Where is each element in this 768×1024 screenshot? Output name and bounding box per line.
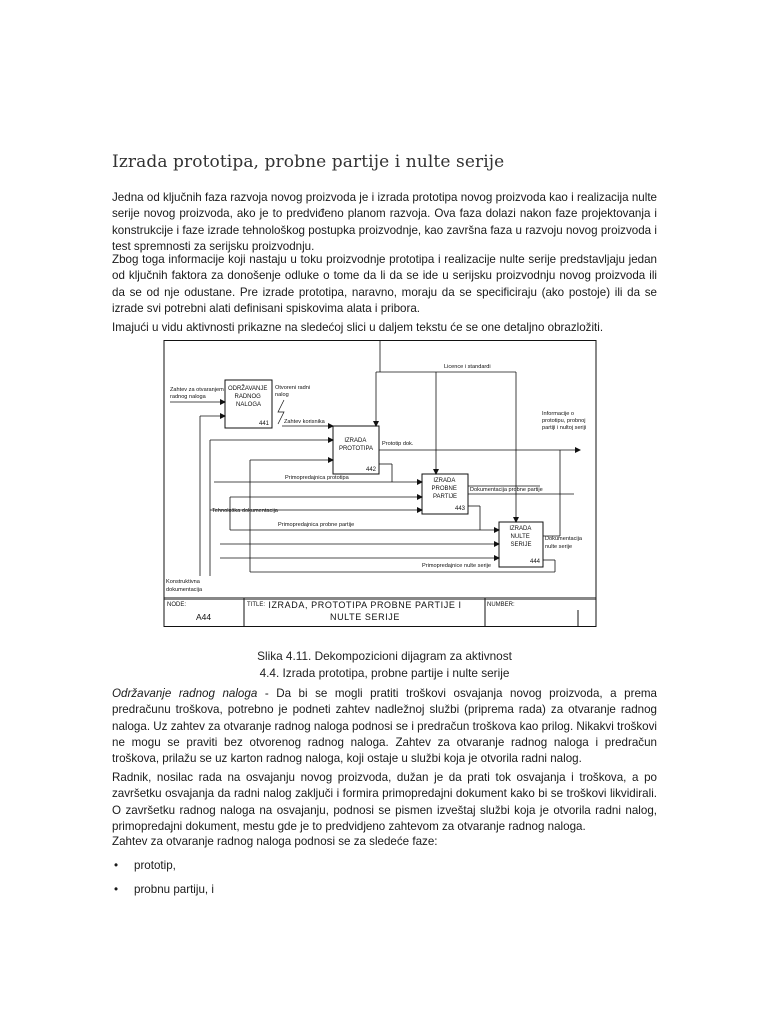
box-443-label: IZRADA PROBNE PARTIJE — [431, 478, 458, 500]
label-primopredajnica-prototipa: Primopredajnica prototipa — [285, 475, 349, 481]
paragraph-odrzavanje — [112, 686, 657, 767]
paragraph-information: Zbog toga informacije koji nastaju u toku proizvodnje prototipa i realizacije nulte serije predstavljaju jedan od ključnih faktora za donošenje odluke o tome da li da se ide u serijsku proizvodnju novog proizvoda ili da se od nje odustane. Pre izrade prototipa, naravno, moraju da se specificiraju (ako postoje) ili da se izrade svi potrebni alati definisani spiskovima alata i pribora. — [112, 253, 657, 315]
node-value: A44 — [196, 612, 212, 622]
label-zahtev-otvaranje: Zahtev za otvaranjem radnog naloga — [170, 387, 224, 400]
idef0-diagram — [160, 340, 597, 628]
label-konstruktivna: Konstruktivna dokumentacija — [166, 579, 203, 593]
box-444-number: 444 — [529, 559, 540, 565]
paragraph-odrzavanje-body: - Da bi se mogli pratiti troškovi osvajanja novog proizvoda, a prema predračunu troškova, potrebno je podneti zahtev nadležnoj službi (priprema rada) za otvaranje radnog naloga. Uz zahtev za otvaranje radnog naloga podnosi se i predračun troškova kao prilog. Nikakvi troškovi ne mogu se praviti bez otvorenog radnog naloga. Zahtev za otvaranje radnog naloga i predračun troškova, prilažu se uz karton radnog naloga, koji ostaje u službi koja je otvorila radni nalog. — [112, 687, 657, 766]
box-444-label: IZRADA NULTE SERIJE — [509, 526, 532, 548]
box-441-label: ODRŽAVANJE RADNOG NALOGA — [227, 386, 268, 408]
label-otvoreni: Otvoreni radni nalog — [275, 385, 311, 398]
label-primopredajnice-nulte: Primopredajnice nulte serije — [422, 563, 492, 569]
paragraph-figure-intro: Imajući u vidu aktivnosti prikazne na sledećoj slici u daljem tekstu će se one detaljno obrazložiti. — [112, 321, 604, 334]
box-441-number: 441 — [258, 421, 269, 427]
caption-line-1: Slika 4.11. Dekompozicioni dijagram za aktivnost — [257, 649, 512, 663]
label-informacije: Informacije o prototipu, probnoj partiji i nultoj seriji — [542, 411, 587, 431]
box-442-label: IZRADA PROTOTIPA — [338, 438, 374, 452]
label-prototip-dok: Prototip dok. — [382, 441, 414, 447]
title-line-1: IZRADA, PROTOTIPA PROBNE PARTIJE I — [268, 600, 462, 610]
arrow-informacije — [379, 450, 580, 536]
label-licence: Licence i standardi — [444, 364, 491, 370]
label-dokumentacija-nulte: Dokumentacija nulte serije — [545, 536, 582, 550]
section-heading: Izrada prototipa, probne partije i nulte serije — [112, 152, 505, 172]
number-label: NUMBER: — [487, 602, 515, 608]
box-443-number: 443 — [454, 506, 465, 512]
list-item: • probnu partiju, i — [112, 882, 214, 898]
label-dokumentacija-probne: Dokumentacija probne partije — [470, 487, 543, 493]
phase-list — [112, 858, 214, 906]
figure-caption — [112, 648, 657, 682]
label-primopredajnica-probne: Primopredajnica probne partije — [278, 522, 355, 528]
paragraph-radnik: Radnik, nosilac rada na osvajanju novog proizvoda, dužan je da prati tok osvajanja i troškova, a po završetku osvajanja da radni nalog zaključi i formira primopredajni dokument kako bi se troškovi likvidirali. O završetku radnog naloga na osvajanju, podnosi se pismen izveštaj službi koja je otvorila radni nalog, primopredajni dokument, mestu gde je to predvidjeno zahtevom za otvaranje radnog naloga. — [112, 771, 657, 833]
paragraph-intro: Jedna od ključnih faza razvoja novog proizvoda je i izrada prototipa novog proizvoda kao i realizacija nulte serije novog proizvoda, ako je to predviđeno planom razvoja. Ova faza dolazi nakon faze projektovanja i konstrukcije i faze izrade tehnološkog postupka proizvodnje, kao završna faza u razvoju novog proizvoda i test spremnosti za serijsku proizvodnju. — [112, 191, 657, 253]
arrow-dokumentacija-probne — [230, 494, 574, 497]
paragraph-faze: Zahtev za otvaranje radnog naloga podnosi se za sledeće faze: — [112, 835, 438, 848]
label-zahtev-korisnika: Zahtev korisnika — [284, 419, 325, 425]
title-line-2: NULTE SERIJE — [329, 612, 401, 622]
node-label: NODE: — [167, 602, 187, 608]
list-item: • prototip, — [112, 858, 214, 874]
title-label: TITLE: — [247, 602, 266, 608]
label-tehnoloska: Tehnološka dokumentacija — [212, 508, 278, 514]
term-odrzavanje: Održavanje radnog naloga — [112, 687, 258, 700]
caption-line-2: 4.4. Izrada prototipa, probne partije i nulte serije — [259, 666, 510, 680]
box-442-number: 442 — [365, 467, 376, 473]
